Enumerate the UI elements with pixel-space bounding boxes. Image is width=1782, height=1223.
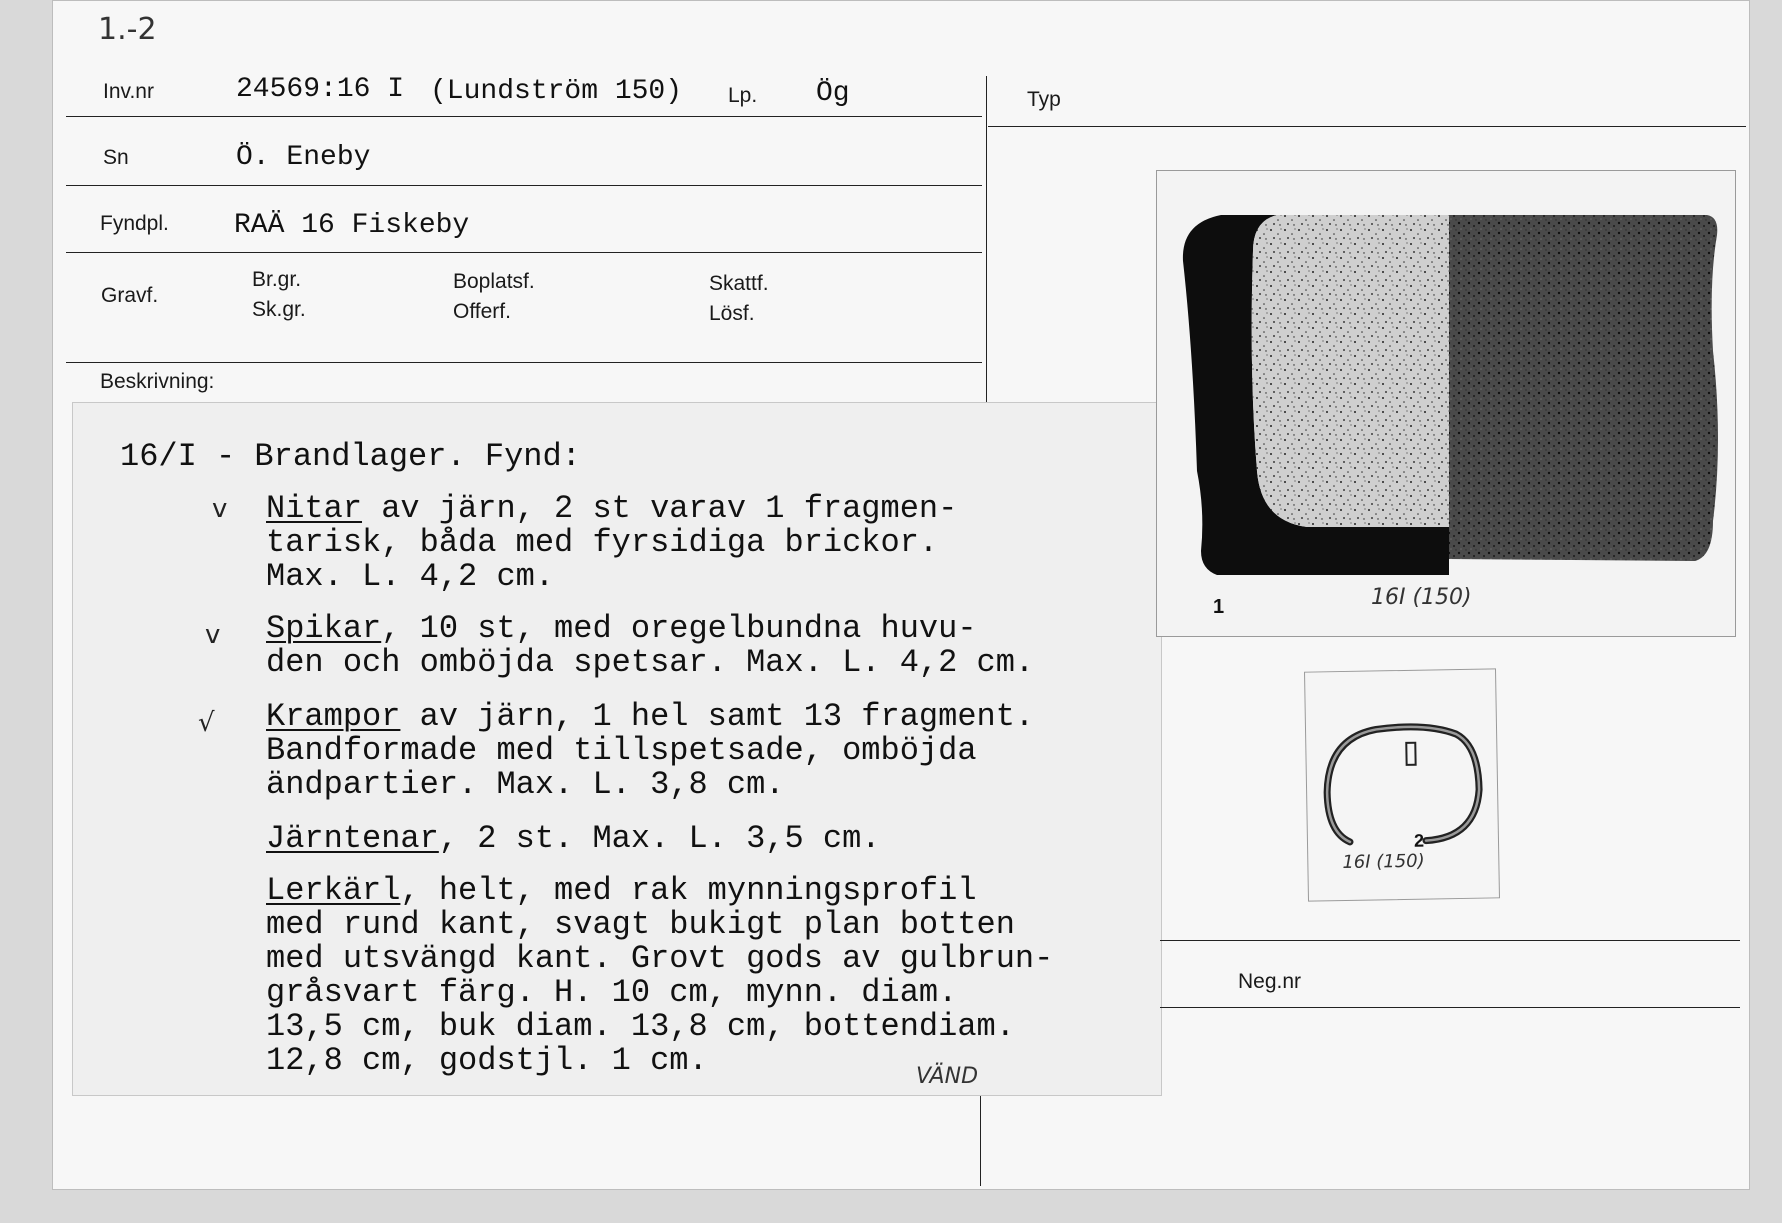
item-jarntenar <box>266 822 881 857</box>
item-line: ändpartier. Max. L. 3,8 cm. <box>266 766 785 803</box>
boplatsf-label: Boplatsf. <box>453 270 535 293</box>
lp-value: Ög <box>816 78 850 109</box>
fig2-note: 16I (150) <box>1342 850 1425 874</box>
losf-label: Lösf. <box>709 302 755 325</box>
check-mark: v <box>205 620 221 650</box>
sn-value: Ö. Eneby <box>236 142 371 173</box>
rule-neg-bottom <box>1160 1007 1740 1008</box>
item-line: , 10 st, med oregelbundna huvu- <box>381 610 977 647</box>
fig1-note: 16I (150) <box>1371 585 1472 610</box>
item-line: av järn, 2 st varav 1 fragmen- <box>362 490 958 527</box>
vessel-drawing-icon <box>1157 171 1735 636</box>
gravf-label: Gravf. <box>101 284 159 307</box>
fig1-number: 1 <box>1213 596 1225 618</box>
item-term: Spikar <box>266 610 382 647</box>
check-mark: v <box>212 494 228 524</box>
rule-typ <box>988 126 1746 127</box>
item-krampor <box>266 700 1034 735</box>
skattf-label: Skattf. <box>709 272 769 295</box>
item-line: 13,5 cm, buk diam. 13,8 cm, bottendiam. <box>266 1008 1015 1045</box>
description-heading: 16/I - Brandlager. Fynd: <box>120 438 581 475</box>
rule-inv <box>66 116 982 117</box>
lp-label: Lp. <box>728 84 758 107</box>
item-line: med rund kant, svagt bukigt plan botten <box>266 906 1015 943</box>
vessel-photo <box>1156 170 1736 637</box>
item-line: Bandformade med tillspetsade, omböjda <box>266 732 977 769</box>
item-term: Nitar <box>266 490 363 527</box>
staple-photo <box>1304 668 1500 901</box>
item-line: , helt, med rak mynningsprofil <box>400 872 977 909</box>
item-term: Järntenar <box>266 820 439 857</box>
item-lerkarl <box>266 874 977 909</box>
check-mark: √ <box>198 708 215 738</box>
sn-label: Sn <box>103 146 129 169</box>
item-line: gråsvart färg. H. 10 cm, mynn. diam. <box>266 974 958 1011</box>
fig2-number: 2 <box>1413 830 1425 851</box>
item-term: Lerkärl <box>266 872 401 909</box>
beskrivning-label: Beskrivning: <box>100 370 215 393</box>
inv-value: 24569:16 I <box>236 74 405 105</box>
inv-label: Inv.nr <box>103 80 154 103</box>
corner-note: 1.-2 <box>98 12 157 47</box>
offerf-label: Offerf. <box>453 300 511 323</box>
vand-note: VÄND <box>916 1064 979 1089</box>
rule-sn <box>66 185 982 186</box>
item-line: den och omböjda spetsar. Max. L. 4,2 cm. <box>266 644 1035 681</box>
typ-label: Typ <box>1027 88 1061 111</box>
skgr-label: Sk.gr. <box>252 298 306 321</box>
column-divider <box>986 76 987 406</box>
item-nitar <box>266 492 957 527</box>
item-line: tarisk, båda med fyrsidiga brickor. <box>266 524 939 561</box>
item-line: Max. L. 4,2 cm. <box>266 558 555 595</box>
item-line: 12,8 cm, godstjl. 1 cm. <box>266 1042 708 1079</box>
rule-neg-top <box>1160 940 1740 941</box>
rule-fyndpl <box>66 252 982 253</box>
item-line: med utsvängd kant. Grovt gods av gulbrun- <box>266 940 1054 977</box>
item-term: Krampor <box>266 698 401 735</box>
brgr-label: Br.gr. <box>252 268 302 291</box>
inv-extra: (Lundström 150) <box>430 76 683 107</box>
negnr-label: Neg.nr <box>1238 970 1302 993</box>
fyndpl-value: RAÄ 16 Fiskeby <box>234 210 470 241</box>
item-spikar <box>266 612 977 647</box>
rule-gravf <box>66 362 982 363</box>
item-line: av järn, 1 hel samt 13 fragment. <box>400 698 1035 735</box>
fyndpl-label: Fyndpl. <box>100 212 169 235</box>
item-line: , 2 st. Max. L. 3,5 cm. <box>438 820 881 857</box>
column-divider-lower <box>980 1094 981 1186</box>
